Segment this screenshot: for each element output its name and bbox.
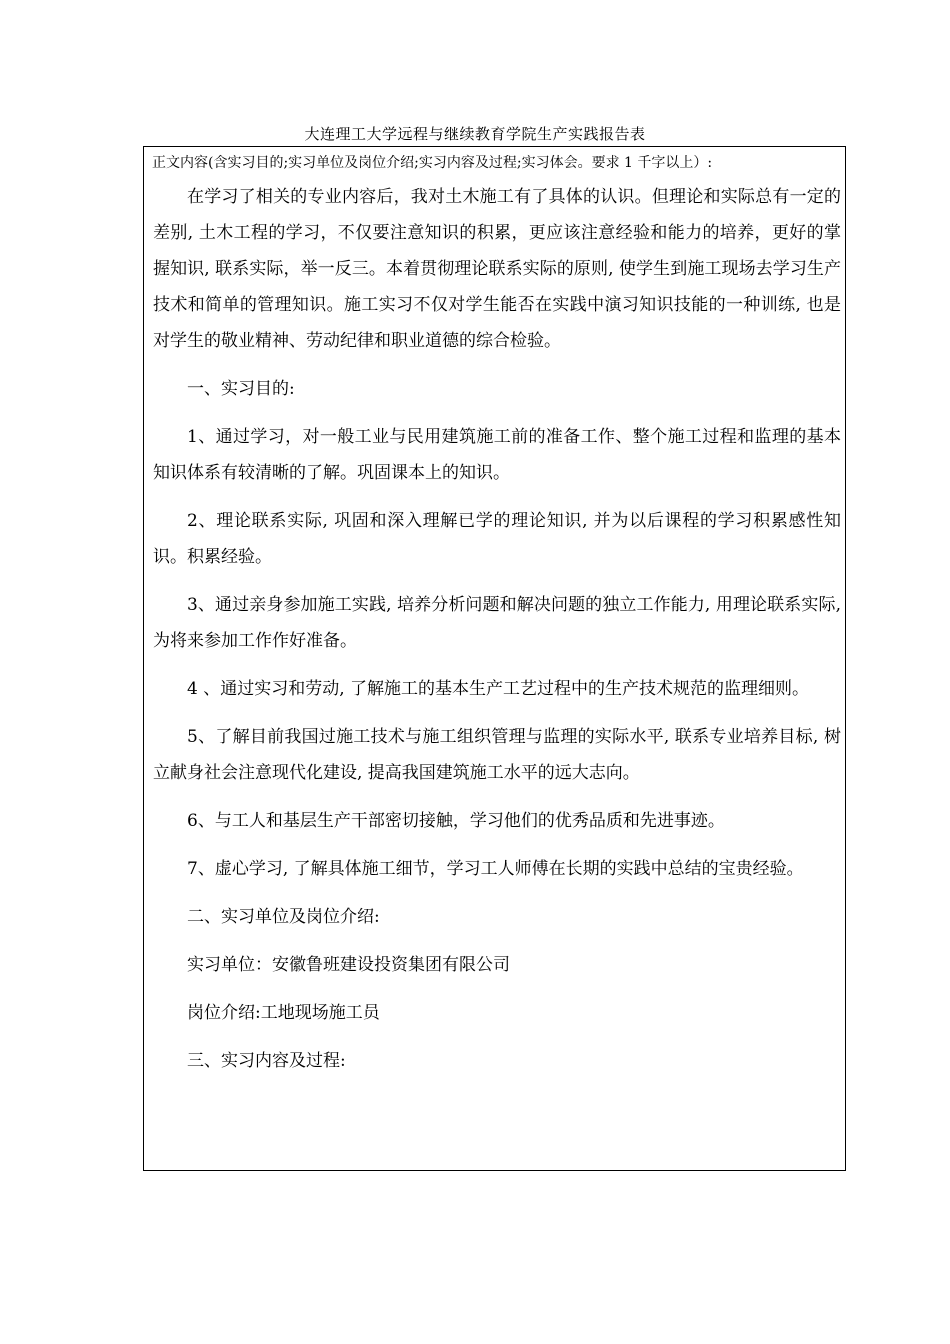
body-requirements-header: 正文内容(含实习目的;实习单位及岗位介绍;实习内容及过程;实习体会。要求 1 千字以上）: bbox=[152, 155, 713, 171]
purpose-item-1: 1、通过学习，对一般工业与民用建筑施工前的准备工作、整个施工过程和监理的基本知识体系有较清晰的了解。巩固课本上的知识。 bbox=[153, 427, 841, 483]
purpose-item-3: 3、通过亲身参加施工实践, 培养分析问题和解决问题的独立工作能力, 用理论联系实际, 为将来参加工作作好准备。 bbox=[153, 595, 841, 651]
purpose-item-7: 7、虚心学习, 了解具体施工细节，学习工人师傅在长期的实践中总结的宝贵经验。 bbox=[187, 859, 804, 879]
section-heading-process: 三、实习内容及过程: bbox=[187, 1051, 346, 1071]
internship-unit: 实习单位：安徽鲁班建设投资集团有限公司 bbox=[187, 955, 510, 975]
intro-paragraph: 在学习了相关的专业内容后，我对土木施工有了具体的认识。但理论和实际总有一定的差别, 土木工程的学习，不仅要注意知识的积累，更应该注意经验和能力的培养，更好的掌握知识, 联系实际，举一反三。本着贯彻理论联系实际的原则, 使学生到施工现场去学习生产技术和简单的管理知识。施工实习不仅对学生能否在实践中演习知识技能的一种训练, 也是对学生的敬业精神、劳动纪律和职业道德的综合检验。 bbox=[153, 187, 841, 351]
section-heading-purpose: 一、实习目的: bbox=[187, 379, 295, 399]
report-title: 大连理工大学远程与继续教育学院生产实践报告表 bbox=[304, 125, 646, 143]
position-description: 岗位介绍:工地现场施工员 bbox=[187, 1003, 380, 1023]
purpose-item-4: 4 、通过实习和劳动, 了解施工的基本生产工艺过程中的生产技术规范的监理细则。 bbox=[187, 679, 810, 699]
report-content bbox=[153, 179, 841, 1079]
section-heading-unit: 二、实习单位及岗位介绍: bbox=[187, 907, 380, 927]
purpose-item-5: 5、了解目前我国过施工技术与施工组织管理与监理的实际水平, 联系专业培养目标, 树立献身社会注意现代化建设, 提高我国建筑施工水平的远大志向。 bbox=[153, 727, 841, 783]
purpose-item-6: 6、与工人和基层生产干部密切接触，学习他们的优秀品质和先进事迹。 bbox=[187, 811, 725, 831]
report-body-box bbox=[143, 146, 846, 1171]
purpose-item-2: 2、理论联系实际, 巩固和深入理解已学的理论知识, 并为以后课程的学习积累感性知识。积累经验。 bbox=[153, 511, 841, 567]
